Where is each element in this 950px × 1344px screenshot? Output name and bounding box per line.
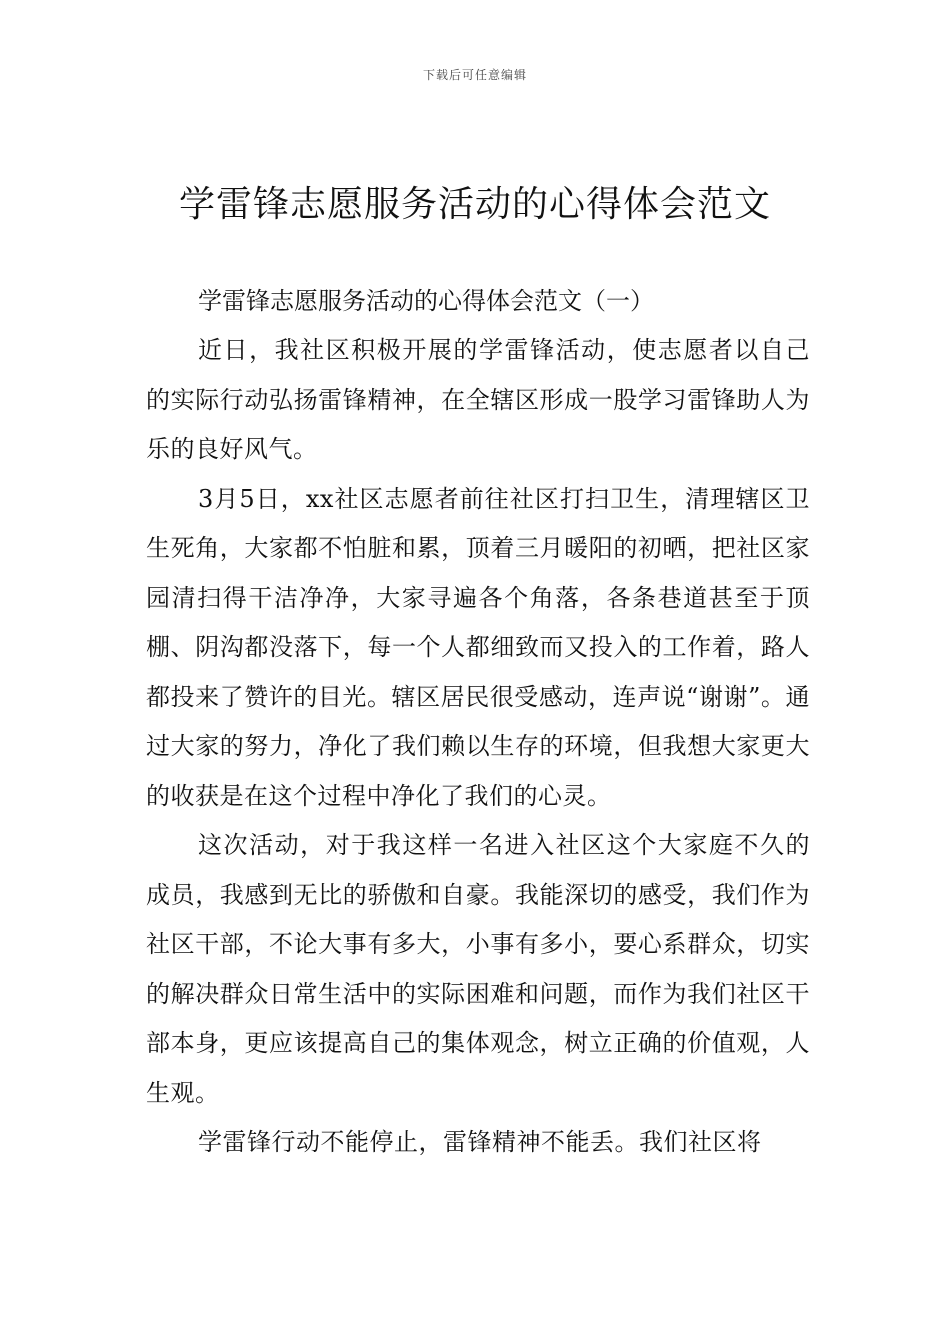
document-title: 学雷锋志愿服务活动的心得体会范文 (178, 184, 771, 225)
header-note: 下载后可任意编辑 (422, 68, 527, 82)
paragraph-2: 3月5日，xx社区志愿者前往社区打扫卫生，清理辖区卫生死角，大家都不怕脏和累，顶着三月暖阳的初晒，把社区家园清扫得干洁净净，大家寻遍各个角落，各条巷道甚至于顶棚、阴沟都没落下，每一个人都细致而又投入的工作着，路人都投来了赞许的目光。辖区居民很受感动，连声说“谢谢”。通过大家的努力，净化了我们赖以生存的环境，但我想大家更大的收获是在这个过程中净化了我们的心灵。 (146, 484, 810, 810)
paragraph-3: 这次活动，对于我这样一名进入社区这个大家庭不久的成员，我感到无比的骄傲和自豪。我能深切的感受，我们作为社区干部，不论大事有多大，小事有多小，要心系群众，切实的解决群众日常生活中的实际困难和问题，而作为我们社区干部本身，更应该提高自己的集体观念，树立正确的价值观，人生观。 (146, 831, 810, 1107)
paragraph-1: 近日，我社区积极开展的学雷锋活动，使志愿者以自己的实际行动弘扬雷锋精神，在全辖区形成一股学习雷锋助人为乐的良好风气。 (146, 336, 810, 463)
document-body (146, 277, 810, 1168)
paragraph-4: 学雷锋行动不能停止，雷锋精神不能丢。我们社区将 (198, 1128, 762, 1156)
section-subtitle: 学雷锋志愿服务活动的心得体会范文（一） (198, 287, 654, 315)
